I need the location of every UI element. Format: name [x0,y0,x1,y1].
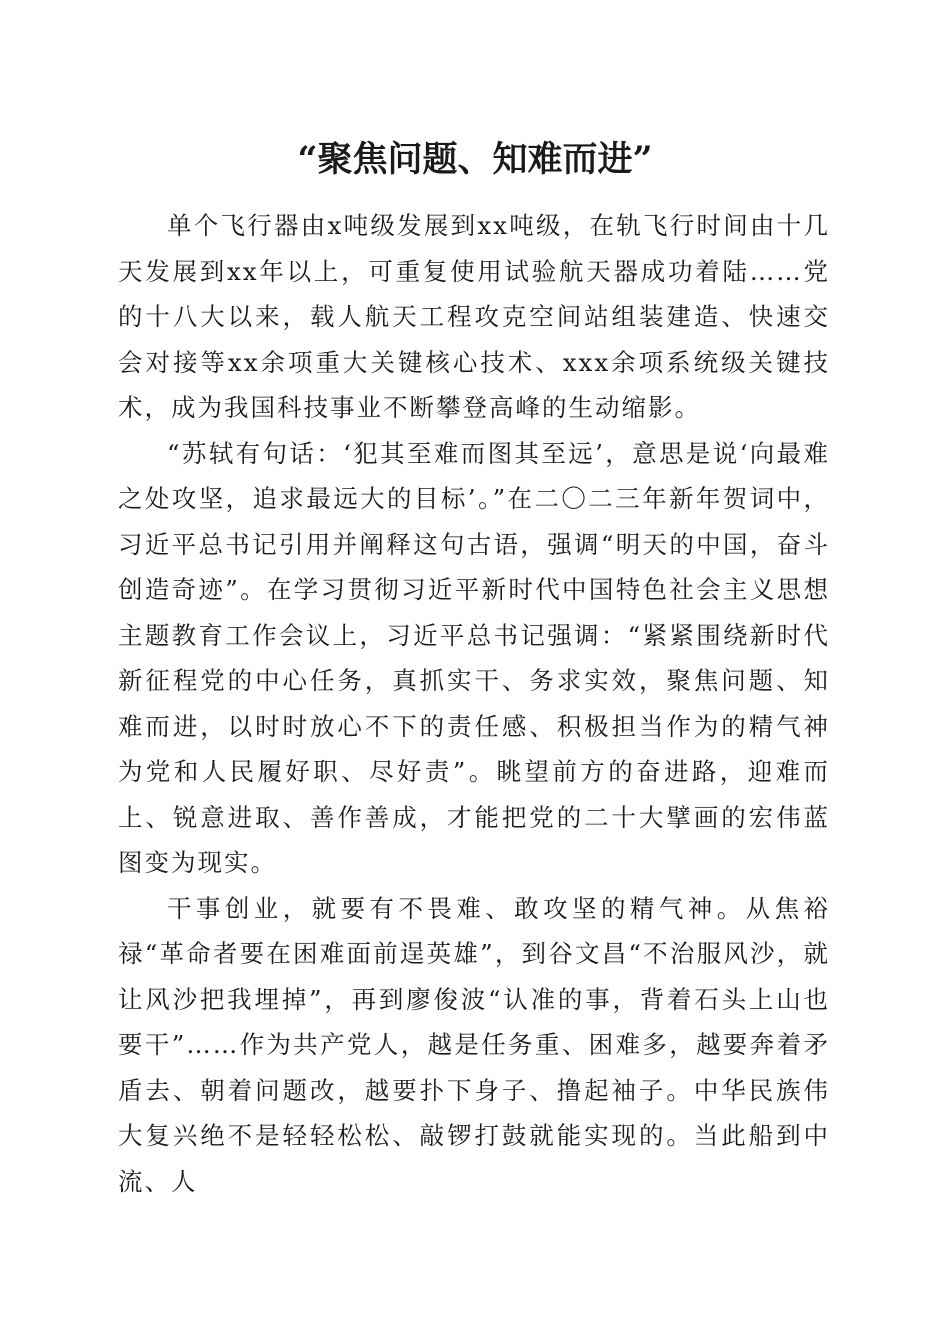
paragraph: 干事创业，就要有不畏难、敢攻坚的精气神。从焦裕禄“革命者要在困难面前逞英雄”，到谷文昌“不治服风沙，就让风沙把我埋掉”，再到廖俊波“认准的事，背着石头上山也要干”……作为共产党人，越是任务重、困难多，越要奔着矛盾去、朝着问题改，越要扑下身子、撸起袖子。中华民族伟大复兴绝不是轻轻松松、敲锣打鼓就能实现的。当此船到中流、人 [118,893,830,1196]
paragraph: “苏轼有句话：‘犯其至难而图其至远’，意思是说‘向最难之处攻坚，追求最远大的目标’。”在二〇二三年新年贺词中，习近平总书记引用并阐释这句古语，强调“明天的中国，奋斗创造奇迹”。在学习贯彻习近平新时代中国特色社会主义思想主题教育工作会议上，习近平总书记强调：“紧紧围绕新时代新征程党的中心任务，真抓实干、务求实效，聚焦问题、知难而进，以时时放心不下的责任感、积极担当作为的精气神为党和人民履好职、尽好责”。眺望前方的奋进路，迎难而上、锐意进取、善作善成，才能把党的二十大擘画的宏伟蓝图变为现实。 [118,438,830,877]
document-body [118,203,830,1204]
paragraph: 单个飞行器由x吨级发展到xx吨级，在轨飞行时间由十几天发展到xx年以上，可重复使用试验航天器成功着陆……党的十八大以来，载人航天工程攻克空间站组装建造、快速交会对接等xx余项重大关键核心技术、xxx余项系统级关键技术，成为我国科技事业不断攀登高峰的生动缩影。 [118,211,830,422]
document-title: “聚焦问题、知难而进” [297,139,653,180]
